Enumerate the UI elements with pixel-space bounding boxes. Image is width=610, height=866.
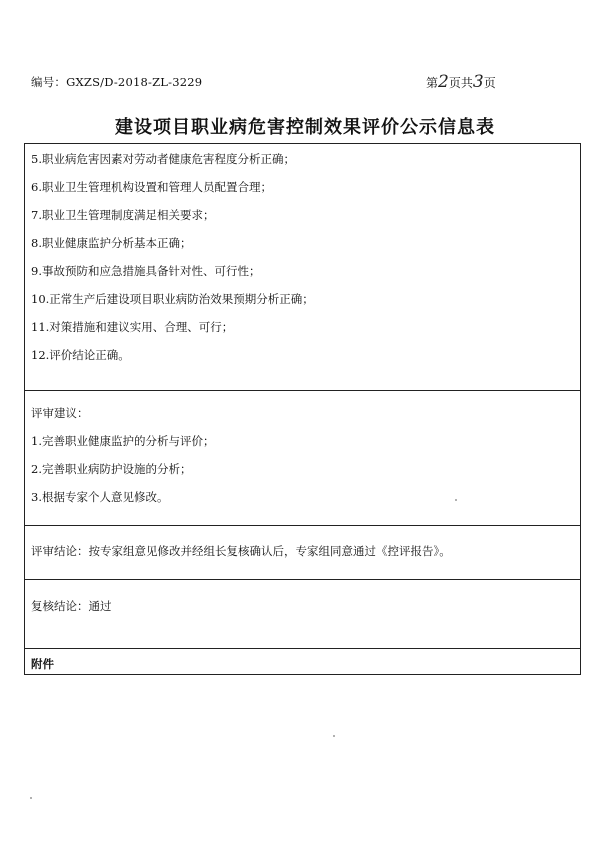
suggestion-item: 3.根据专家个人意见修改。 <box>31 490 169 504</box>
suggestion-item: 2.完善职业病防护设施的分析； <box>31 462 192 476</box>
criterion-item: 7.职业卫生管理制度满足相关要求； <box>31 208 215 222</box>
criterion-item: 12.评价结论正确。 <box>31 348 130 362</box>
recheck-conclusion: 复核结论：通过 <box>31 599 112 613</box>
review-conclusion-section <box>25 526 580 580</box>
form-title: 建设项目职业病危害控制效果评价公示信息表 <box>115 117 495 138</box>
info-table <box>24 143 581 675</box>
review-conclusion: 评审结论：按专家组意见修改并经组长复核确认后，专家组同意通过《控评报告》。 <box>31 544 451 558</box>
page-current: 2 <box>438 72 449 92</box>
suggestions-heading: 评审建议： <box>31 406 89 420</box>
criteria-section <box>25 144 580 391</box>
criterion-item: 9.事故预防和应急措施具备针对性、可行性； <box>31 264 261 278</box>
scan-speck <box>30 797 32 799</box>
suggestion-item: 1.完善职业健康监护的分析与评价； <box>31 434 215 448</box>
page-indicator <box>426 72 496 92</box>
attachment-label: 附件 <box>31 657 54 671</box>
page-total: 3 <box>472 72 484 92</box>
criterion-item: 6.职业卫生管理机构设置和管理人员配置合理； <box>31 180 272 194</box>
suggestions-section <box>25 391 580 526</box>
criterion-item: 8.职业健康监护分析基本正确； <box>31 236 192 250</box>
scan-speck <box>333 735 335 737</box>
criterion-item: 10.正常生产后建设项目职业病防治效果预期分析正确； <box>31 292 314 306</box>
page-suffix: 页 <box>483 76 496 90</box>
document-number: 编号：GXZS/D-2018-ZL-3229 <box>31 75 203 89</box>
scan-speck <box>455 499 457 501</box>
criterion-item: 11.对策措施和建议实用、合理、可行； <box>31 320 234 334</box>
recheck-conclusion-section <box>25 580 580 649</box>
page-middle: 页共 <box>448 76 473 90</box>
criterion-item: 5.职业病危害因素对劳动者健康危害程度分析正确； <box>31 152 295 166</box>
page-prefix: 第 <box>426 76 439 90</box>
